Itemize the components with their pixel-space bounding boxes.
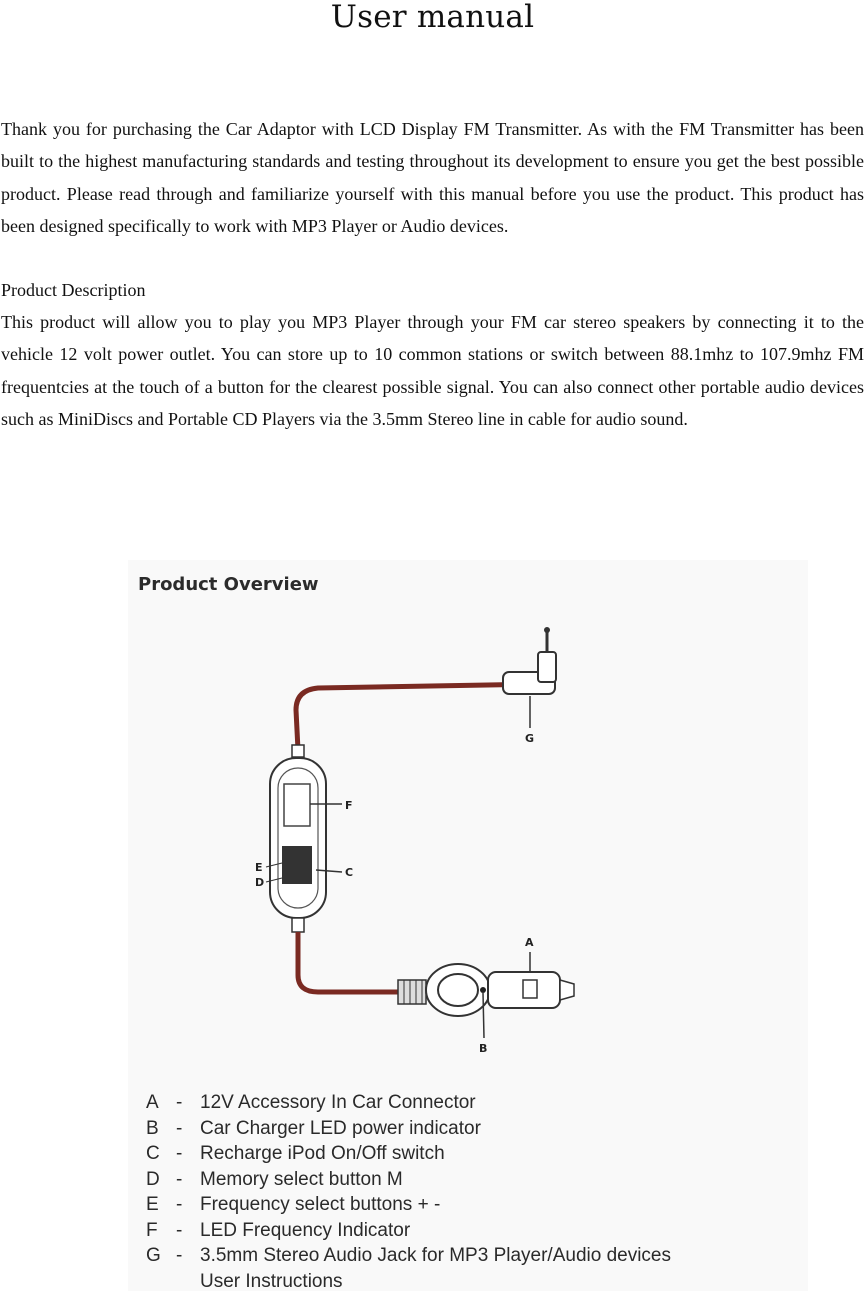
callout-d: D (255, 876, 264, 889)
transmitter-unit-icon (270, 745, 326, 932)
legend-item: D - Memory select button M (146, 1167, 671, 1193)
description-paragraph: This product will allow you to play you MP3 Player through your FM car stereo speakers by connecting it to the vehicle 12 volt power outlet. You can store up to 10 common stations or switch between 88.1mhz to 107.9mhz FM frequentcies at the touch of a button for the clearest possible signal. You can also connect other portable audio devices such as MiniDiscs and Portable CD Players via the 3.5mm Stereo line in cable for audio sound. (1, 306, 864, 435)
callout-line-b (483, 993, 484, 1038)
audio-jack-icon (503, 627, 556, 694)
legend-item: C - Recharge iPod On/Off switch (146, 1141, 671, 1167)
component-legend (146, 1090, 671, 1294)
intro-paragraph: Thank you for purchasing the Car Adaptor with LCD Display FM Transmitter. As with the FM Transmitter has been built to the highest manufacturing standards and testing throughout its development to ensure you get the best possible product. Please read through and familiarize yourself with this manual before you use the product. This product has been designed specifically to work with MP3 Player or Audio devices. (1, 113, 864, 242)
callout-e: E (255, 861, 263, 874)
legend-item: A - 12V Accessory In Car Connector (146, 1090, 671, 1116)
legend-item: B - Car Charger LED power indicator (146, 1116, 671, 1142)
legend-item: G - 3.5mm Stereo Audio Jack for MP3 Player/Audio devices (146, 1243, 671, 1269)
callout-g: G (525, 732, 534, 745)
callout-b: B (479, 1042, 487, 1055)
figure-title: Product Overview (138, 574, 319, 595)
legend-footer: User Instructions (146, 1269, 671, 1294)
product-overview-figure (128, 560, 808, 1291)
lower-cable (298, 932, 398, 992)
section-heading: Product Description (1, 274, 145, 306)
callout-c: C (345, 866, 353, 879)
callout-f: F (345, 799, 353, 812)
legend-item: F - LED Frequency Indicator (146, 1218, 671, 1244)
document-title: User manual (0, 0, 865, 34)
car-plug-icon (398, 964, 574, 1016)
product-diagram (128, 560, 808, 1080)
callout-a: A (525, 936, 534, 949)
legend-item: E - Frequency select buttons + - (146, 1192, 671, 1218)
